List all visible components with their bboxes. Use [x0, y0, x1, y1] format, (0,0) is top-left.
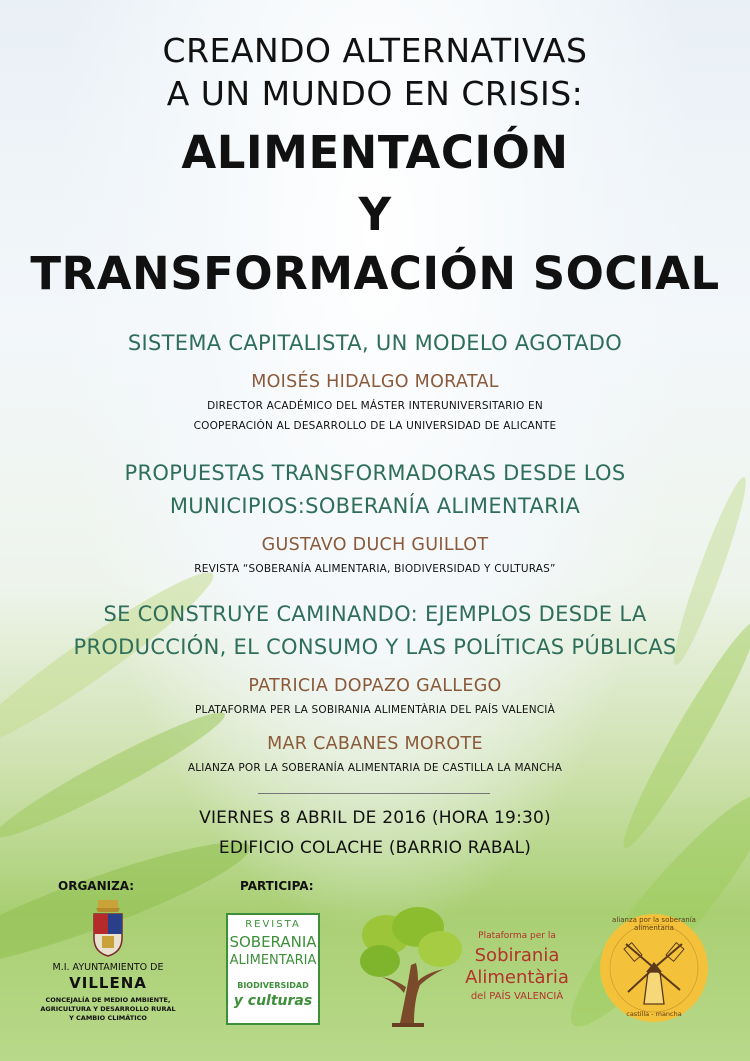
plataforma-line1: Plataforma per la — [478, 931, 556, 941]
section-heading: SE CONSTRUYE CAMINANDO: EJEMPLOS DESDE LA — [103, 602, 647, 626]
speaker-name: GUSTAVO DUCH GUILLOT — [261, 535, 489, 555]
title-line-4: Y — [358, 188, 392, 241]
speaker-description: REVISTA “SOBERANÍA ALIMENTARIA, BIODIVERSIDAD Y CULTURAS” — [194, 563, 556, 575]
speaker-description: DIRECTOR ACADÉMICO DEL MÁSTER INTERUNIVERSITARIO EN — [207, 400, 543, 412]
section-heading: MUNICIPIOS:SOBERANÍA ALIMENTARIA — [169, 494, 581, 518]
speaker-name: MAR CABANES MOROTE — [267, 734, 483, 754]
speaker-name: PATRICIA DOPAZO GALLEGO — [248, 676, 502, 696]
ayuntamiento-villena-logo — [28, 898, 188, 1038]
alianza-sub: castilla - mancha — [626, 1010, 682, 1018]
speaker-description: ALIANZA POR LA SOBERANÍA ALIMENTARIA DE CASTILLA LA MANCHA — [187, 762, 563, 774]
title-line-5: TRANSFORMACIÓN SOCIAL — [30, 247, 720, 300]
revista-line4: BIODIVERSIDAD — [237, 981, 309, 990]
section-heading: PRODUCCIÓN, EL CONSUMO Y LAS POLÍTICAS PÚBLICAS — [73, 635, 677, 659]
ayuntamiento-line1: M.I. AYUNTAMIENTO DE — [52, 962, 164, 973]
section-heading: SISTEMA CAPITALISTA, UN MODELO AGOTADO — [127, 331, 623, 355]
tree-hands-icon — [356, 905, 466, 1033]
divider — [258, 793, 490, 794]
plataforma-line2: Sobirania — [474, 945, 560, 966]
alianza-text: alianza por la soberanía alimentaria — [612, 916, 696, 932]
revista-line3: ALIMENTARIA — [229, 953, 317, 968]
title-line-2: A UN MUNDO EN CRISIS: — [166, 74, 584, 113]
speaker-description: COOPERACIÓN AL DESARROLLO DE LA UNIVERSIDAD DE ALICANTE — [193, 420, 557, 432]
participa-label: PARTICIPA: — [240, 879, 314, 893]
alianza-soberania-logo — [598, 912, 710, 1024]
speaker-name: MOISÉS HIDALGO MORATAL — [251, 372, 499, 392]
revista-line5: y culturas — [233, 993, 313, 1009]
plataforma-sobirania-logo — [356, 905, 569, 1035]
title-line-1: CREANDO ALTERNATIVAS — [162, 31, 588, 70]
plataforma-line3: Alimentària — [465, 967, 569, 988]
title-line-3: ALIMENTACIÓN — [181, 126, 569, 179]
ayuntamiento-line2: VILLENA — [69, 974, 147, 992]
event-date: VIERNES 8 ABRIL DE 2016 (HORA 19:30) — [199, 808, 551, 828]
plataforma-line4: del PAÍS VALENCIÀ — [470, 991, 564, 1002]
ayuntamiento-sub1: CONCEJALÍA DE MEDIO AMBIENTE, — [45, 996, 171, 1004]
section-heading: PROPUESTAS TRANSFORMADORAS DESDE LOS — [124, 461, 626, 485]
event-venue: EDIFICIO COLACHE (BARRIO RABAL) — [218, 838, 532, 858]
speaker-description: PLATAFORMA PER LA SOBIRANIA ALIMENTÀRIA DEL PAÍS VALENCIÀ — [195, 704, 555, 716]
coat-of-arms-icon — [28, 898, 188, 960]
organiza-label: ORGANIZA: — [58, 879, 135, 893]
ayuntamiento-sub2: AGRICULTURA Y DESARROLLO RURAL — [40, 1005, 176, 1013]
revista-soberania-logo — [226, 913, 320, 1025]
revista-line2: SOBERANIA — [229, 933, 317, 951]
ayuntamiento-sub3: Y CAMBIO CLIMÁTICO — [69, 1014, 147, 1022]
revista-line1: REVISTA — [245, 919, 301, 930]
